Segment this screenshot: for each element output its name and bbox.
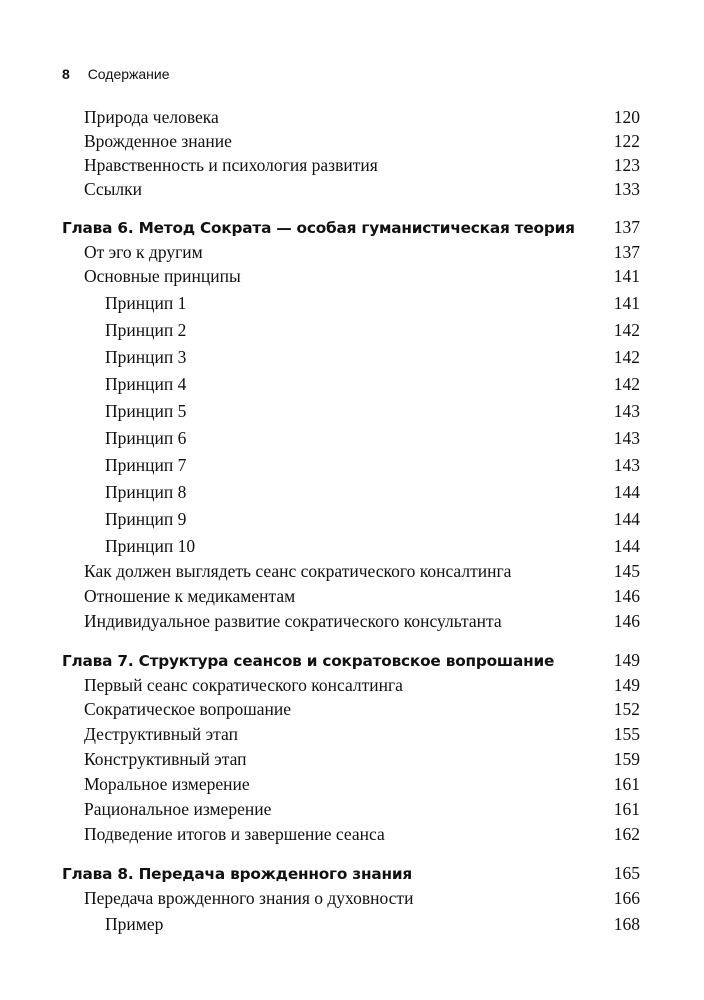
toc-entry: [62, 481, 640, 503]
toc-entry-title: Ссылки: [84, 179, 143, 199]
toc-entry-title: Конструктивный этап: [84, 749, 247, 769]
toc-entry-title: Принцип 3: [105, 347, 187, 367]
toc-entry-title: Основные принципы: [84, 266, 241, 286]
toc-entry: [62, 823, 640, 845]
toc-entry-page: 146: [613, 586, 640, 606]
toc-entry-title: Рациональное измерение: [84, 799, 272, 819]
toc-entry-title: Сократическое вопрошание: [84, 699, 291, 719]
toc-entry: [62, 560, 640, 582]
toc-entry-page: 137: [613, 217, 640, 237]
toc-entry-page: 143: [613, 428, 640, 448]
toc-entry-page: 133: [613, 179, 640, 199]
toc-entry-title: Принцип 4: [105, 374, 187, 394]
toc-entry-title: Принцип 10: [105, 536, 196, 556]
toc-entry-title: Принцип 6: [105, 428, 187, 448]
running-header-title: Содержание: [87, 66, 170, 82]
toc-entry-title: Принцип 7: [105, 455, 187, 475]
toc-entry-title: От эго к другим: [84, 242, 203, 262]
toc-entry-page: 142: [613, 347, 640, 367]
toc-entry-page: 123: [613, 155, 640, 175]
toc-entry-page: 161: [613, 774, 640, 794]
toc-entry-title: Глава 8. Передача врожденного знания: [62, 865, 412, 883]
toc-entry-page: 161: [613, 799, 640, 819]
toc-entry-title: Передача врожденного знания о духовности: [84, 888, 414, 908]
toc-entry-page: 155: [613, 724, 640, 744]
toc-entry-page: 144: [613, 509, 640, 529]
toc-entry: [62, 798, 640, 820]
toc-entry-title: Принцип 9: [105, 509, 187, 529]
page-number: 8: [62, 66, 70, 82]
toc-entry-page: 162: [613, 824, 640, 844]
toc-entry-page: 137: [613, 242, 640, 262]
toc-entry: [62, 610, 640, 632]
toc-entry-page: 144: [613, 536, 640, 556]
toc-entry-title: Принцип 2: [105, 320, 187, 340]
toc-entry-title: Природа человека: [84, 107, 219, 127]
toc-entry-page: 142: [613, 320, 640, 340]
toc-entry: [62, 773, 640, 795]
toc-entry: [62, 748, 640, 770]
toc-entry: [62, 106, 640, 128]
toc-entry: [62, 292, 640, 314]
toc-entry: [62, 400, 640, 422]
toc-entry: [62, 887, 640, 909]
toc-chapter-entry: [62, 649, 640, 672]
toc-entry-title: Принцип 5: [105, 401, 187, 421]
toc-entry-page: 143: [613, 455, 640, 475]
toc-entry-page: 145: [613, 561, 640, 581]
toc-entry: [62, 130, 640, 152]
toc-entry: [62, 698, 640, 720]
toc-entry-title: Пример: [105, 914, 164, 934]
toc-entry: [62, 319, 640, 341]
toc-entry-title: Подведение итогов и завершение сеанса: [84, 824, 385, 844]
toc-entry-title: Отношение к медикаментам: [84, 586, 296, 606]
toc-entry: [62, 373, 640, 395]
toc-entry-title: Нравственность и психология развития: [84, 155, 378, 175]
toc-entry-title: Деструктивный этап: [84, 724, 238, 744]
toc-entry-title: Принцип 1: [105, 293, 187, 313]
toc-entry-page: 142: [613, 374, 640, 394]
toc-entry-title: Глава 7. Структура сеансов и сократовское вопрошание: [62, 652, 555, 670]
toc-entry: [62, 427, 640, 449]
toc-entry-page: 149: [613, 650, 640, 670]
toc-entry-page: 159: [613, 749, 640, 769]
toc-entry-page: 120: [613, 107, 640, 127]
toc-entry-page: 152: [613, 699, 640, 719]
toc-entry-page: 168: [613, 914, 640, 934]
toc-entry: [62, 346, 640, 368]
toc-entry-page: 143: [613, 401, 640, 421]
toc-entry-page: 144: [613, 482, 640, 502]
toc-entry-title: Первый сеанс сократического консалтинга: [84, 675, 403, 695]
toc-chapter-entry: [62, 862, 640, 885]
toc-entry-page: 141: [613, 266, 640, 286]
toc-entry: [62, 154, 640, 176]
toc-entry: [62, 241, 640, 263]
toc-entry: [62, 178, 640, 200]
toc-entry-title: Моральное измерение: [84, 774, 250, 794]
running-header: [62, 66, 170, 82]
toc-entry-title: Принцип 8: [105, 482, 187, 502]
toc-entry-title: Глава 6. Метод Сократа — особая гуманистическая теория: [62, 219, 575, 237]
toc-entry-title: Индивидуальное развитие сократического консультанта: [84, 611, 502, 631]
toc-entry: [62, 913, 640, 935]
toc-entry-page: 146: [613, 611, 640, 631]
toc-entry-title: Как должен выглядеть сеанс сократического консалтинга: [84, 561, 512, 581]
toc-entry-page: 166: [613, 888, 640, 908]
toc-entry-page: 149: [613, 675, 640, 695]
toc-entry: [62, 535, 640, 557]
toc-entry-page: 122: [613, 131, 640, 151]
toc-entry-page: 141: [613, 293, 640, 313]
toc-entry-page: 165: [613, 863, 640, 883]
toc-entry: [62, 674, 640, 696]
toc-entry: [62, 454, 640, 476]
toc-chapter-entry: [62, 216, 640, 239]
toc-entry-title: Врожденное знание: [84, 131, 232, 151]
toc-entry: [62, 265, 640, 287]
toc-entry: [62, 508, 640, 530]
toc-entry: [62, 723, 640, 745]
toc-entry: [62, 585, 640, 607]
